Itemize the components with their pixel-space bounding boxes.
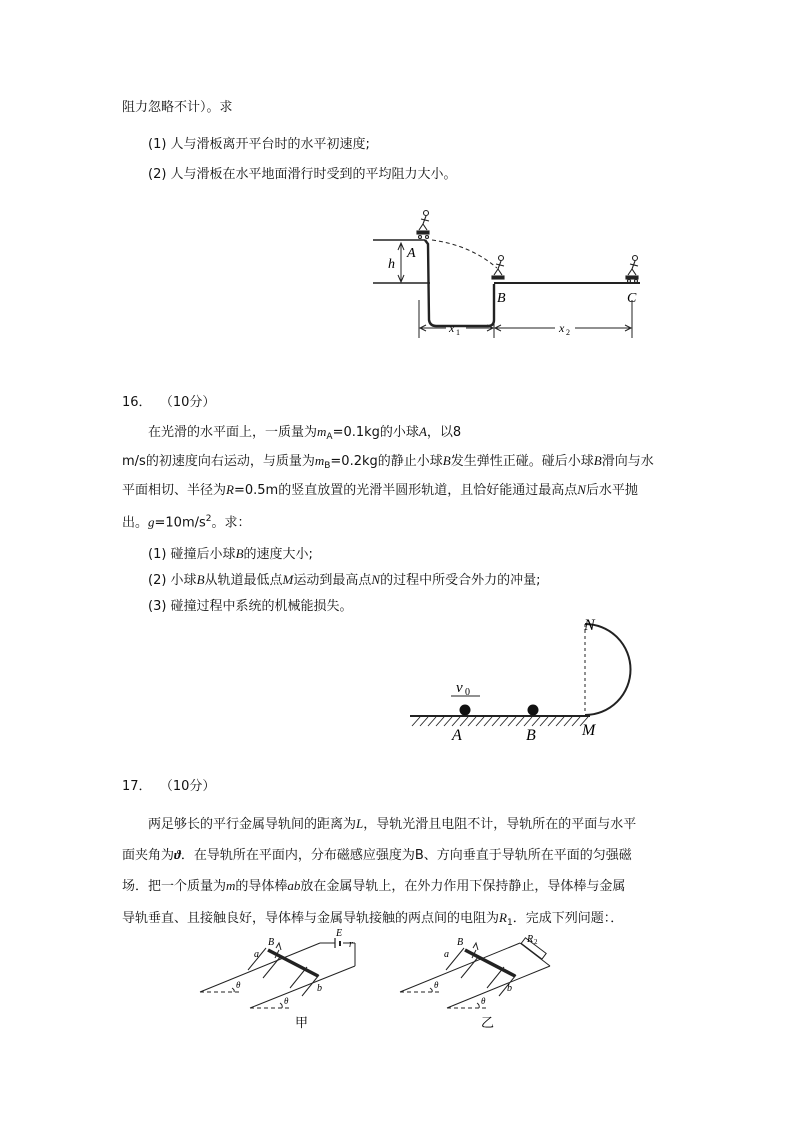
right-label-R: R — [527, 934, 534, 945]
ball-A — [460, 705, 471, 716]
label-C: C — [627, 291, 637, 306]
label-x2: x — [559, 321, 565, 335]
label-v0-sub: 0 — [465, 687, 470, 698]
label-x1: x — [449, 321, 455, 335]
q16-line-3: 平面相切、半径为R=0.5m的竖直放置的光滑半圆形轨道，且恰好能通过最高点N后水平抛 — [122, 482, 638, 498]
figure-right — [400, 938, 550, 1008]
label-M: M — [582, 722, 596, 739]
figure-left — [200, 938, 355, 1008]
label-x2-sub: 2 — [566, 328, 570, 337]
label-h: h — [388, 257, 395, 272]
right-label-R-sub: 2 — [534, 938, 538, 946]
q15-tail: 阻力忽略不计）。求 — [122, 100, 233, 115]
q17-line-1: 两足够长的平行金属导轨间的距离为L，导轨光滑且电阻不计，导轨所在的平面与水平 — [148, 816, 637, 832]
label-N: N — [584, 617, 595, 634]
label-B2: B — [526, 727, 536, 744]
q16-line-2: m/s的初速度向右运动，与质量为$m_B=0.2kg$的静止小球B发生弹性正碰。碰后小球B滑向与水 — [122, 453, 654, 471]
q17-line-4: 导轨垂直、且接触良好，导体棒与金属导轨接触的两点间的电阻为$R_1$．完成下列问题：． — [122, 910, 624, 928]
left-label-B: B — [268, 937, 275, 948]
label-v0: v — [456, 680, 463, 696]
q17-line-2: 面夹角为ϑ．在导轨所在平面内，分布磁感应强度为B、方向垂直于导轨所在平面的匀强磁 — [122, 847, 632, 863]
right-caption: 乙 — [481, 1015, 495, 1030]
q17-line-3: 场．把一个质量为m的导体棒ab放在金属导轨上，在外力作用下保持静止，导体棒与金属 — [122, 878, 626, 894]
label-x1-sub: 1 — [456, 328, 460, 337]
label-A: A — [407, 246, 416, 261]
right-label-theta2: θ — [481, 996, 486, 1006]
left-caption: 甲 — [295, 1015, 309, 1030]
right-label-a: a — [444, 949, 449, 960]
label-A2: A — [452, 727, 462, 744]
left-label-theta1: θ — [236, 980, 241, 990]
right-label-b: b — [507, 983, 512, 994]
right-label-B: B — [457, 937, 464, 948]
q17-header: 17． （10分） — [122, 779, 216, 794]
q16-header: 16． （10分） — [122, 395, 216, 410]
q15-subquestion-1: (1) 人与滑板离开平台时的水平初速度; — [148, 137, 370, 152]
ground-hatch — [412, 717, 588, 726]
left-label-theta2: θ — [284, 996, 289, 1006]
q16-subquestion-1: (1) 碰撞后小球B的速度大小; — [148, 546, 313, 562]
skater-icon — [417, 211, 638, 283]
label-B: B — [497, 291, 506, 306]
q15-subquestion-2: (2) 人与滑板在水平地面滑行时受到的平均阻力大小。 — [148, 167, 457, 182]
q16-subquestion-2: (2) 小球B从轨道最低点M运动到最高点N的过程中所受合外力的冲量; — [148, 572, 541, 588]
q16-subquestion-3: (3) 碰撞过程中系统的机械能损失。 — [148, 599, 353, 614]
left-label-E: E — [336, 928, 343, 939]
left-label-b: b — [317, 983, 322, 994]
left-label-r: r — [349, 939, 353, 950]
q16-line-1: 在光滑的水平面上，一质量为$m_A=0.1kg$的小球A，以8 — [148, 424, 462, 442]
ball-B — [528, 705, 539, 716]
left-label-a: a — [254, 949, 259, 960]
semicircle-track — [585, 624, 631, 715]
q16-line-4: 出。$g=10m/s^2$。求： — [122, 514, 251, 531]
right-label-theta1: θ — [434, 980, 439, 990]
